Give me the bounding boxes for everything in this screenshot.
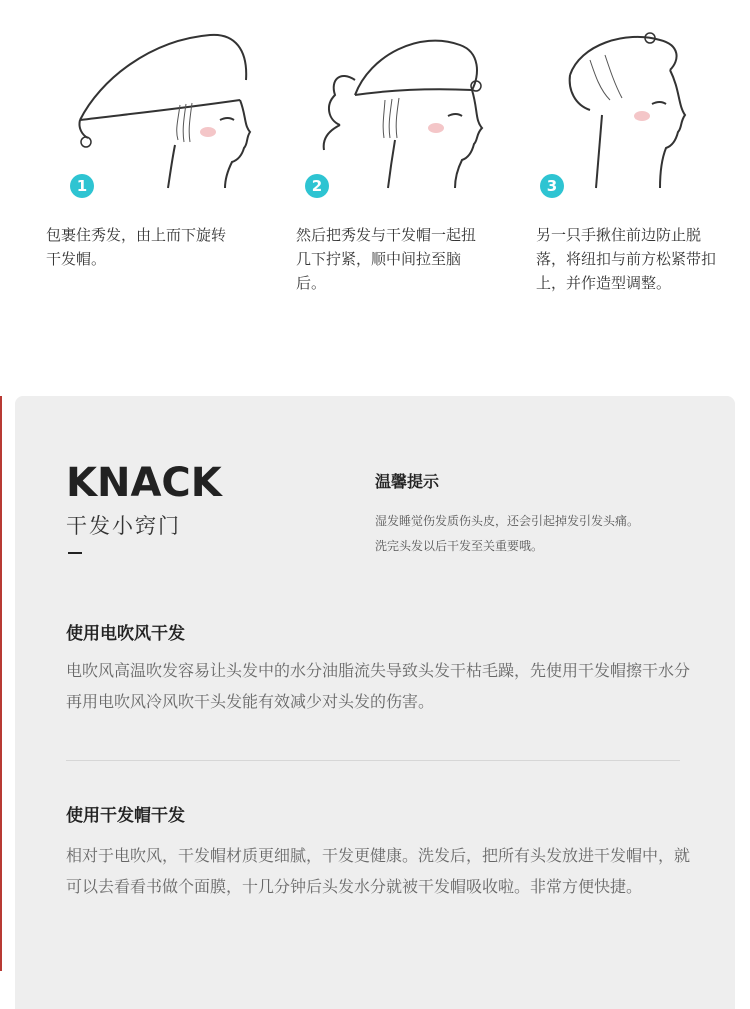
step-description: 然后把秀发与干发帽一起扭几下拧紧，顺中间拉至脑后。 bbox=[296, 226, 477, 292]
step-number-badge: 1 bbox=[70, 174, 94, 198]
step-1 bbox=[46, 0, 300, 330]
tip-title: 温馨提示 bbox=[375, 472, 440, 491]
section-title-hair-dryer: 使用电吹风干发 bbox=[66, 624, 185, 644]
section-title-hair-cap: 使用干发帽干发 bbox=[66, 806, 185, 826]
step-description: 另一只手揪住前边防止脱落，将纽扣与前方松紧带扣上，并作造型调整。 bbox=[536, 226, 717, 292]
section-body-hair-cap: 相对于电吹风，干发帽材质更细腻，干发更健康。洗发后，把所有头发放进干发帽中，就可以去看看书做个面膜，十几分钟后头发水分就被干发帽吸收啦。非常方便快捷。 bbox=[66, 846, 691, 896]
head-wrap-illustration-1 bbox=[60, 20, 260, 195]
edge-accent-line bbox=[0, 396, 2, 971]
title-underline-dash bbox=[68, 552, 82, 554]
head-wrap-illustration-2 bbox=[300, 20, 500, 195]
step-number-badge: 2 bbox=[305, 174, 329, 198]
step-2 bbox=[296, 0, 540, 330]
knack-subtitle: 干发小窍门 bbox=[66, 514, 181, 538]
step-description: 包裹住秀发，由上而下旋转干发帽。 bbox=[46, 226, 227, 268]
step-number-badge: 3 bbox=[540, 174, 564, 198]
knack-title: KNACK bbox=[66, 460, 222, 506]
head-wrap-illustration-3 bbox=[530, 20, 730, 195]
section-body-hair-dryer: 电吹风高温吹发容易让头发中的水分油脂流失导致头发干枯毛躁，先使用干发帽擦干水分再用电吹风冷风吹干头发能有效减少对头发的伤害。 bbox=[66, 661, 691, 711]
tip-line-1: 湿发睡觉伤发质伤头皮，还会引起掉发引发头痛。 bbox=[375, 514, 640, 528]
tip-line-2: 洗完头发以后干发至关重要哦。 bbox=[375, 539, 544, 553]
step-3 bbox=[530, 0, 750, 330]
section-divider bbox=[66, 760, 680, 761]
